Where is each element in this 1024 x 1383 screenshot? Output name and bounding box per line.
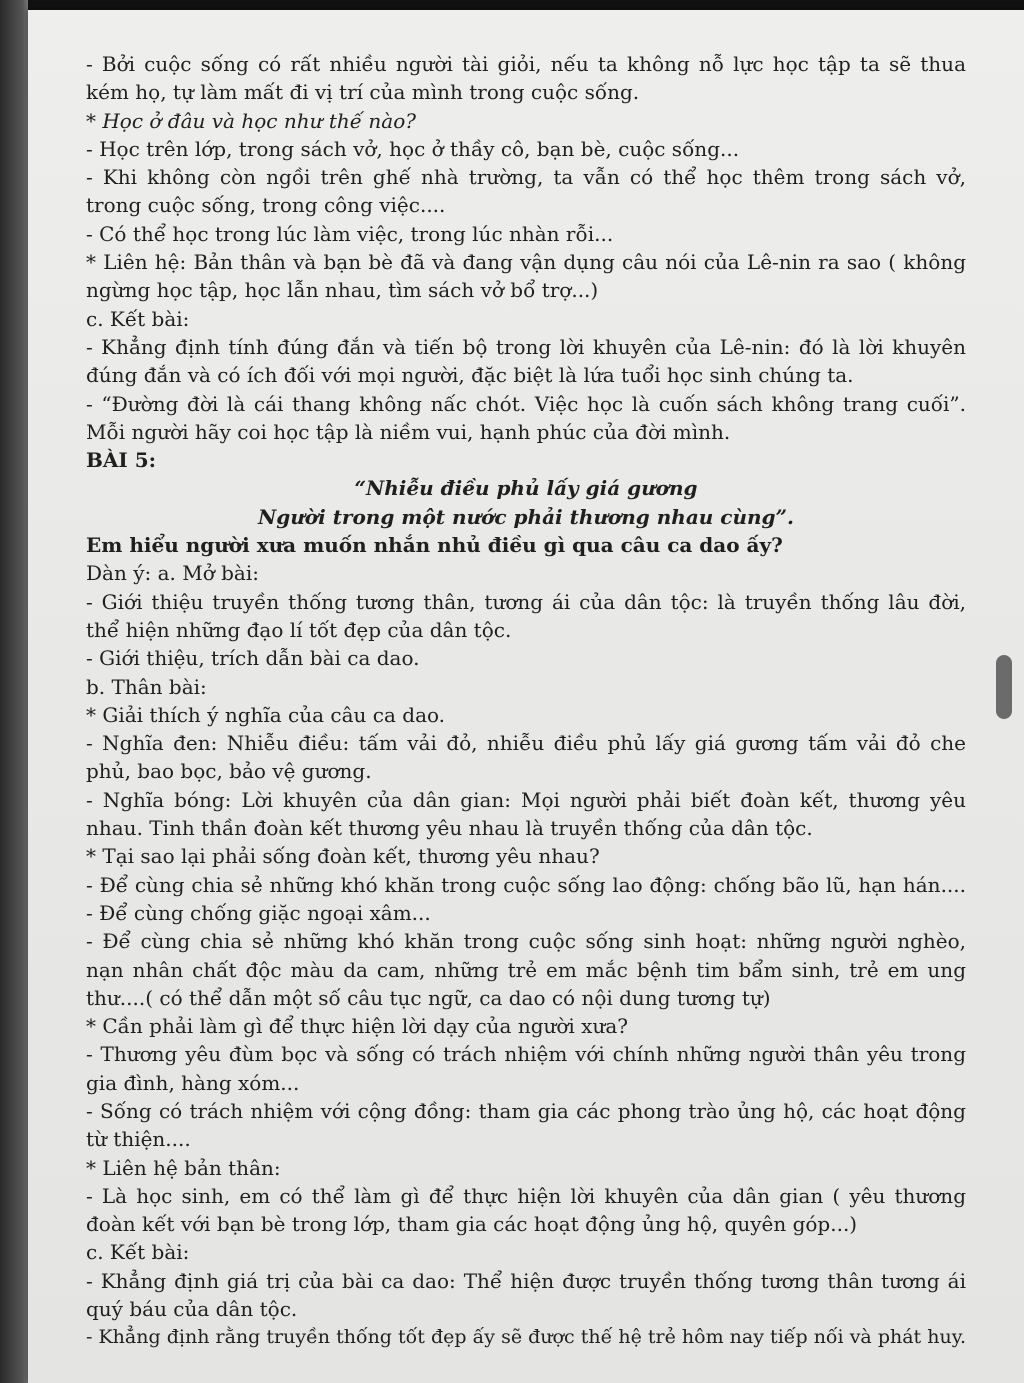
text-line: * Cần phải làm gì để thực hiện lời dạy của người xưa? — [86, 1014, 628, 1039]
text-line: * Tại sao lại phải sống đoàn kết, thương yêu nhau? — [86, 844, 600, 869]
text-line: - Nghĩa bóng: Lời khuyên của dân gian: Mọi người phải biết đoàn kết, thương yêu — [86, 787, 966, 812]
text-line: từ thiện.... — [86, 1127, 191, 1152]
scroll-handle[interactable] — [996, 655, 1012, 719]
text-line: thư....( có thể dẫn một số câu tục ngữ, ca dao có nội dung tương tự) — [86, 985, 771, 1010]
text-line: * Giải thích ý nghĩa của câu ca dao. — [86, 702, 446, 727]
text-line: - Để cùng chia sẻ những khó khăn trong cuộc sống sinh hoạt: những người nghèo, — [86, 929, 966, 954]
text-line: - Nghĩa đen: Nhiễu điều: tấm vải đỏ, nhiễu điều phủ lấy giá gương tấm vải đỏ che — [86, 731, 966, 756]
text-line: c. Kết bài: — [86, 306, 190, 331]
top-edge — [0, 0, 1024, 10]
document-text — [86, 50, 966, 1352]
text-line: - Sống có trách nhiệm với cộng đồng: tham gia các phong trào ủng hộ, các hoạt động — [86, 1098, 966, 1123]
text-line: ngừng học tập, học lẫn nhau, tìm sách vở bổ trợ...) — [86, 278, 599, 303]
text-line: Mỗi người hãy coi học tập là niềm vui, hạnh phúc của đời mình. — [86, 419, 731, 444]
page-shadow — [0, 0, 28, 1383]
text-line: - Giới thiệu, trích dẫn bài ca dao. — [86, 646, 420, 671]
text-line: BÀI 5: — [86, 448, 157, 473]
text-line: gia đình, hàng xóm... — [86, 1070, 300, 1095]
text-line: * Học ở đâu và học như thế nào? — [86, 108, 416, 133]
text-line: Dàn ý: a. Mở bài: — [86, 561, 259, 586]
text-line: phủ, bao bọc, bảo vệ gương. — [86, 759, 372, 784]
text-line: - Khẳng định giá trị của bài ca dao: Thể hiện được truyền thống tương thân tương ái — [86, 1268, 966, 1293]
text-line: đoàn kết với bạn bè trong lớp, tham gia các hoạt động ủng hộ, quyên góp...) — [86, 1212, 858, 1237]
text-line: b. Thân bài: — [86, 674, 207, 699]
text-line: kém họ, tự làm mất đi vị trí của mình trong cuộc sống. — [86, 80, 640, 105]
text-line: - Học trên lớp, trong sách vở, học ở thầy cô, bạn bè, cuộc sống... — [86, 136, 740, 161]
text-line: - “Đường đời là cái thang không nấc chót. Việc học là cuốn sách không trang cuối”. — [86, 391, 966, 416]
text-line: nhau. Tinh thần đoàn kết thương yêu nhau là truyền thống của dân tộc. — [86, 816, 813, 841]
text-line: quý báu của dân tộc. — [86, 1297, 298, 1322]
text-line: Người trong một nước phải thương nhau cùng”. — [257, 504, 795, 529]
text-line: trong cuộc sống, trong công việc.... — [86, 193, 446, 218]
text-line: nạn nhân chất độc màu da cam, những trẻ em mắc bệnh tim bẩm sinh, trẻ em ung — [86, 957, 966, 982]
text-line: - Khẳng định tính đúng đắn và tiến bộ trong lời khuyên của Lê-nin: đó là lời khuyên — [86, 334, 966, 359]
text-line: * Liên hệ: Bản thân và bạn bè đã và đang vận dụng câu nói của Lê-nin ra sao ( không — [86, 250, 966, 275]
text-line: - Giới thiệu truyền thống tương thân, tương ái của dân tộc: là truyền thống lâu đời, — [86, 589, 966, 614]
text-line: - Là học sinh, em có thể làm gì để thực hiện lời khuyên của dân gian ( yêu thương — [86, 1183, 966, 1208]
text-line: - Bởi cuộc sống có rất nhiều người tài giỏi, nếu ta không nỗ lực học tập ta sẽ thua — [86, 52, 966, 76]
text-line: * Liên hệ bản thân: — [86, 1155, 281, 1180]
text-line: - Để cùng chống giặc ngoại xâm... — [86, 900, 431, 925]
text-line: - Để cùng chia sẻ những khó khăn trong cuộc sống lao động: chống bão lũ, hạn hán.... — [86, 872, 966, 897]
text-line: - Khẳng định rằng truyền thống tốt đẹp ấy sẽ được thế hệ trẻ hôm nay tiếp nối và phát huy. — [86, 1326, 966, 1349]
text-line: - Có thể học trong lúc làm việc, trong lúc nhàn rỗi... — [86, 221, 614, 246]
text-line: Em hiểu người xưa muốn nhắn nhủ điều gì qua câu ca dao ấy? — [86, 533, 783, 558]
text-line: c. Kết bài: — [86, 1240, 190, 1265]
text-line: đúng đắn và có ích đối với mọi người, đặc biệt là lứa tuổi học sinh chúng ta. — [86, 363, 854, 388]
text-line: thể hiện những đạo lí tốt đẹp của dân tộc. — [86, 617, 512, 642]
text-line: - Khi không còn ngồi trên ghế nhà trường, ta vẫn có thể học thêm trong sách vở, — [86, 165, 966, 190]
text-line: - Thương yêu đùm bọc và sống có trách nhiệm với chính những người thân yêu trong — [86, 1042, 966, 1067]
text-line: “Nhiễu điều phủ lấy giá gương — [354, 476, 698, 501]
